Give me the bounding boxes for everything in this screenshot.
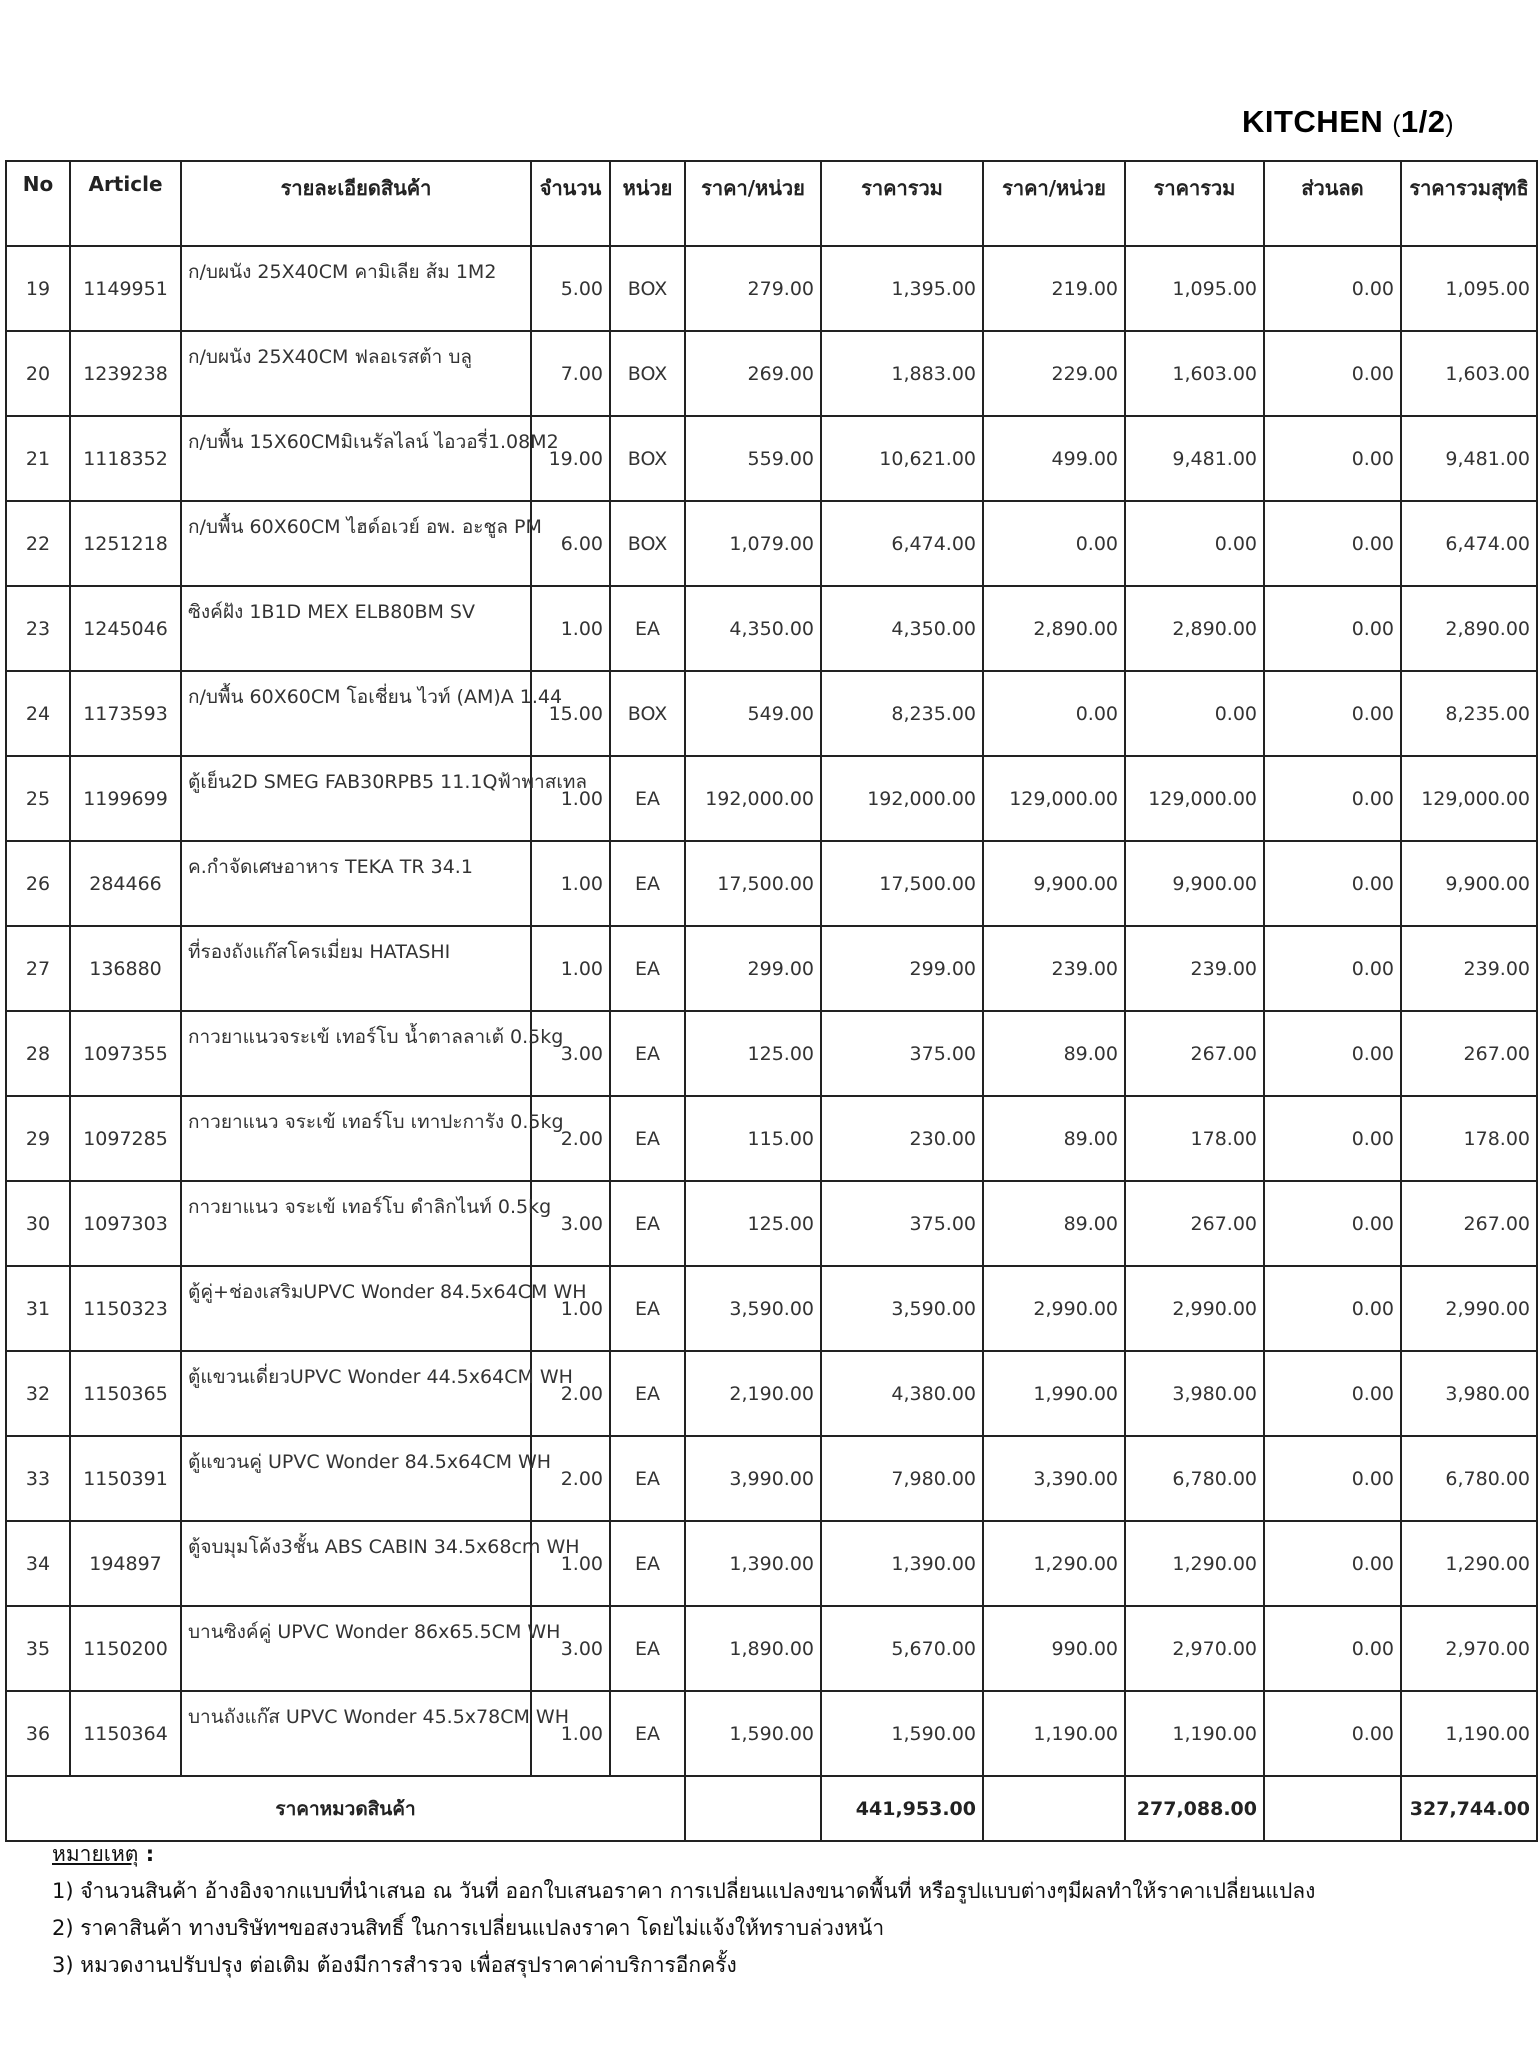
row-description: ตู้แขวนเดี่ยวUPVC Wonder 44.5x64CM WH	[181, 1351, 531, 1436]
row-discount: 0.00	[1264, 1436, 1401, 1521]
row-quantity: 7.00	[531, 331, 610, 416]
row-special-unit-price: 229.00	[983, 331, 1125, 416]
row-unit: EA	[610, 926, 685, 1011]
row-unit-price: 279.00	[685, 246, 821, 331]
row-special-total: 0.00	[1125, 671, 1264, 756]
table-row	[6, 246, 1537, 331]
row-special-total: 1,095.00	[1125, 246, 1264, 331]
row-no: 34	[6, 1521, 70, 1606]
row-net-total: 178.00	[1401, 1096, 1537, 1181]
table-row	[6, 1521, 1537, 1606]
notes-heading: หมายเหตุ	[52, 1842, 139, 1866]
table-row	[6, 416, 1537, 501]
row-total: 1,395.00	[821, 246, 983, 331]
row-discount: 0.00	[1264, 416, 1401, 501]
row-special-total: 267.00	[1125, 1181, 1264, 1266]
row-unit-price: 125.00	[685, 1181, 821, 1266]
row-quantity: 1.00	[531, 756, 610, 841]
row-description: ตู้แขวนคู่ UPVC Wonder 84.5x64CM WH	[181, 1436, 531, 1521]
row-special-total: 178.00	[1125, 1096, 1264, 1181]
row-net-total: 267.00	[1401, 1181, 1537, 1266]
row-net-total: 239.00	[1401, 926, 1537, 1011]
table-row	[6, 586, 1537, 671]
row-unit-price: 1,590.00	[685, 1691, 821, 1776]
row-net-total: 6,780.00	[1401, 1436, 1537, 1521]
header-discount: ส่วนลด	[1264, 161, 1401, 246]
row-unit-price: 3,590.00	[685, 1266, 821, 1351]
row-quantity: 2.00	[531, 1351, 610, 1436]
row-quantity: 3.00	[531, 1606, 610, 1691]
row-unit-price: 549.00	[685, 671, 821, 756]
row-discount: 0.00	[1264, 331, 1401, 416]
row-discount: 0.00	[1264, 1521, 1401, 1606]
page-title	[1242, 104, 1454, 140]
row-special-unit-price: 3,390.00	[983, 1436, 1125, 1521]
row-net-total: 9,481.00	[1401, 416, 1537, 501]
row-net-total: 3,980.00	[1401, 1351, 1537, 1436]
row-description: ก/บพื้น 60X60CM โอเชี่ยน ไวท์ (AM)A 1.44	[181, 671, 531, 756]
row-discount: 0.00	[1264, 1606, 1401, 1691]
row-total: 4,350.00	[821, 586, 983, 671]
row-special-total: 6,780.00	[1125, 1436, 1264, 1521]
table-row	[6, 1011, 1537, 1096]
row-description: ที่รองถังแก๊สโครเมี่ยม HATASHI	[181, 926, 531, 1011]
row-quantity: 2.00	[531, 1436, 610, 1521]
row-description: กาวยาแนวจระเข้ เทอร์โบ น้ำตาลลาเต้ 0.5kg	[181, 1011, 531, 1096]
row-unit-price: 125.00	[685, 1011, 821, 1096]
row-discount: 0.00	[1264, 586, 1401, 671]
row-unit-price: 115.00	[685, 1096, 821, 1181]
row-quantity: 2.00	[531, 1096, 610, 1181]
row-special-unit-price: 239.00	[983, 926, 1125, 1011]
total-empty-cell	[983, 1776, 1125, 1841]
row-net-total: 267.00	[1401, 1011, 1537, 1096]
category-total-row	[6, 1776, 1537, 1841]
table-row	[6, 1266, 1537, 1351]
row-total: 299.00	[821, 926, 983, 1011]
row-special-total: 1,603.00	[1125, 331, 1264, 416]
row-article: 194897	[70, 1521, 181, 1606]
row-no: 19	[6, 246, 70, 331]
table-row	[6, 1691, 1537, 1776]
row-quantity: 1.00	[531, 1266, 610, 1351]
row-net-total: 129,000.00	[1401, 756, 1537, 841]
row-unit-price: 4,350.00	[685, 586, 821, 671]
row-unit: EA	[610, 586, 685, 671]
row-unit: BOX	[610, 671, 685, 756]
row-no: 36	[6, 1691, 70, 1776]
row-special-unit-price: 9,900.00	[983, 841, 1125, 926]
row-total: 1,390.00	[821, 1521, 983, 1606]
row-special-total: 267.00	[1125, 1011, 1264, 1096]
row-net-total: 1,290.00	[1401, 1521, 1537, 1606]
row-total: 17,500.00	[821, 841, 983, 926]
row-special-total: 1,190.00	[1125, 1691, 1264, 1776]
row-unit: EA	[610, 1691, 685, 1776]
row-net-total: 1,095.00	[1401, 246, 1537, 331]
row-article: 1097303	[70, 1181, 181, 1266]
row-special-total: 3,980.00	[1125, 1351, 1264, 1436]
table-row	[6, 756, 1537, 841]
row-total: 230.00	[821, 1096, 983, 1181]
row-discount: 0.00	[1264, 1011, 1401, 1096]
row-special-unit-price: 219.00	[983, 246, 1125, 331]
row-total: 192,000.00	[821, 756, 983, 841]
row-special-total: 9,900.00	[1125, 841, 1264, 926]
row-article: 1097355	[70, 1011, 181, 1096]
row-unit-price: 192,000.00	[685, 756, 821, 841]
row-article: 1239238	[70, 331, 181, 416]
header-article: Article	[70, 161, 181, 246]
row-unit-price: 2,190.00	[685, 1351, 821, 1436]
row-description: ตู้จบมุมโค้ง3ชั้น ABS CABIN 34.5x68cm WH	[181, 1521, 531, 1606]
row-no: 24	[6, 671, 70, 756]
row-article: 1118352	[70, 416, 181, 501]
row-special-unit-price: 89.00	[983, 1181, 1125, 1266]
row-unit: EA	[610, 1521, 685, 1606]
row-total: 7,980.00	[821, 1436, 983, 1521]
row-special-unit-price: 129,000.00	[983, 756, 1125, 841]
row-article: 1251218	[70, 501, 181, 586]
row-article: 1149951	[70, 246, 181, 331]
row-no: 30	[6, 1181, 70, 1266]
row-unit: EA	[610, 1096, 685, 1181]
row-discount: 0.00	[1264, 1351, 1401, 1436]
row-discount: 0.00	[1264, 1181, 1401, 1266]
title-close-paren: )	[1445, 111, 1454, 138]
total-empty-cell	[1264, 1776, 1401, 1841]
table-row	[6, 1436, 1537, 1521]
row-discount: 0.00	[1264, 671, 1401, 756]
row-no: 33	[6, 1436, 70, 1521]
row-special-unit-price: 89.00	[983, 1096, 1125, 1181]
row-special-unit-price: 0.00	[983, 501, 1125, 586]
row-net-total: 2,890.00	[1401, 586, 1537, 671]
row-discount: 0.00	[1264, 501, 1401, 586]
header-unit-price: ราคา/หน่วย	[685, 161, 821, 246]
row-unit-price: 559.00	[685, 416, 821, 501]
row-quantity: 15.00	[531, 671, 610, 756]
row-net-total: 1,603.00	[1401, 331, 1537, 416]
table-row	[6, 331, 1537, 416]
row-description: ตู้เย็น2D SMEG FAB30RPB5 11.1Qฟ้าพาสเทล	[181, 756, 531, 841]
row-unit-price: 3,990.00	[685, 1436, 821, 1521]
row-quantity: 5.00	[531, 246, 610, 331]
row-unit-price: 1,079.00	[685, 501, 821, 586]
table-row	[6, 1606, 1537, 1691]
row-article: 1150391	[70, 1436, 181, 1521]
row-special-unit-price: 1,990.00	[983, 1351, 1125, 1436]
category-total-special: 277,088.00	[1125, 1776, 1264, 1841]
row-unit: EA	[610, 1011, 685, 1096]
row-special-unit-price: 2,890.00	[983, 586, 1125, 671]
row-special-total: 1,290.00	[1125, 1521, 1264, 1606]
row-special-unit-price: 499.00	[983, 416, 1125, 501]
table-row	[6, 926, 1537, 1011]
row-special-unit-price: 1,190.00	[983, 1691, 1125, 1776]
row-unit: BOX	[610, 416, 685, 501]
total-empty-cell	[685, 1776, 821, 1841]
table-row	[6, 1181, 1537, 1266]
row-special-total: 0.00	[1125, 501, 1264, 586]
row-discount: 0.00	[1264, 246, 1401, 331]
row-no: 31	[6, 1266, 70, 1351]
row-no: 28	[6, 1011, 70, 1096]
row-description: ซิงค์ฝัง 1B1D MEX ELB80BM SV	[181, 586, 531, 671]
row-description: บานถังแก๊ส UPVC Wonder 45.5x78CM WH	[181, 1691, 531, 1776]
header-total: ราคารวม	[821, 161, 983, 246]
row-article: 1150364	[70, 1691, 181, 1776]
row-special-total: 9,481.00	[1125, 416, 1264, 501]
row-unit: EA	[610, 1266, 685, 1351]
row-unit-price: 299.00	[685, 926, 821, 1011]
row-net-total: 6,474.00	[1401, 501, 1537, 586]
note-line-3: 3) หมวดงานปรับปรุง ต่อเติม ต้องมีการสำรวจ เพื่อสรุปราคาค่าบริการอีกครั้ง	[52, 1953, 737, 1977]
row-description: ก/บผนัง 25X40CM ฟลอเรสต้า บลู	[181, 331, 531, 416]
row-article: 1173593	[70, 671, 181, 756]
row-no: 22	[6, 501, 70, 586]
title-open-paren: (	[1392, 111, 1401, 138]
row-article: 284466	[70, 841, 181, 926]
table-row	[6, 501, 1537, 586]
row-description: ก/บผนัง 25X40CM คามิเลีย ส้ม 1M2	[181, 246, 531, 331]
row-unit-price: 269.00	[685, 331, 821, 416]
row-article: 1150365	[70, 1351, 181, 1436]
note-line-1: 1) จำนวนสินค้า อ้างอิงจากแบบที่นำเสนอ ณ วันที่ ออกใบเสนอราคา การเปลี่ยนแปลงขนาดพื้นที่ หรือรูปแบบต่างๆมีผลทำให้ราคาเปลี่ยนแปลง	[52, 1879, 1316, 1903]
row-quantity: 1.00	[531, 586, 610, 671]
row-no: 29	[6, 1096, 70, 1181]
row-description: กาวยาแนว จระเข้ เทอร์โบ เทาปะการัง 0.5kg	[181, 1096, 531, 1181]
row-no: 27	[6, 926, 70, 1011]
row-special-unit-price: 2,990.00	[983, 1266, 1125, 1351]
row-total: 1,883.00	[821, 331, 983, 416]
row-total: 1,590.00	[821, 1691, 983, 1776]
row-unit: EA	[610, 1181, 685, 1266]
row-net-total: 2,990.00	[1401, 1266, 1537, 1351]
notes-heading-line	[52, 1836, 1315, 1873]
row-no: 20	[6, 331, 70, 416]
row-description: ตู้คู่+ช่องเสริมUPVC Wonder 84.5x64CM WH	[181, 1266, 531, 1351]
row-no: 21	[6, 416, 70, 501]
category-total-net: 327,744.00	[1401, 1776, 1537, 1841]
row-unit: BOX	[610, 246, 685, 331]
row-description: ก/บพื้น 15X60CMมิเนรัลไลน์ ไอวอรี่1.08M2	[181, 416, 531, 501]
row-unit: EA	[610, 756, 685, 841]
row-quantity: 3.00	[531, 1011, 610, 1096]
row-quantity: 6.00	[531, 501, 610, 586]
row-unit: EA	[610, 1436, 685, 1521]
row-discount: 0.00	[1264, 841, 1401, 926]
row-description: ก/บพื้น 60X60CM ไฮด์อเวย์ อพ. อะชูล PM	[181, 501, 531, 586]
row-quantity: 1.00	[531, 1521, 610, 1606]
row-article: 1245046	[70, 586, 181, 671]
row-description: กาวยาแนว จระเข้ เทอร์โบ ดำลิกไนท์ 0.5kg	[181, 1181, 531, 1266]
row-special-total: 129,000.00	[1125, 756, 1264, 841]
header-description: รายละเอียดสินค้า	[181, 161, 531, 246]
row-total: 375.00	[821, 1181, 983, 1266]
row-article: 1199699	[70, 756, 181, 841]
row-quantity: 1.00	[531, 841, 610, 926]
row-special-total: 239.00	[1125, 926, 1264, 1011]
row-unit-price: 1,390.00	[685, 1521, 821, 1606]
table-row	[6, 671, 1537, 756]
header-unit: หน่วย	[610, 161, 685, 246]
row-special-total: 2,990.00	[1125, 1266, 1264, 1351]
row-net-total: 2,970.00	[1401, 1606, 1537, 1691]
row-article: 1150200	[70, 1606, 181, 1691]
row-net-total: 9,900.00	[1401, 841, 1537, 926]
row-net-total: 1,190.00	[1401, 1691, 1537, 1776]
header-special-unit-price: ราคา/หน่วย	[983, 161, 1125, 246]
header-quantity: จำนวน	[531, 161, 610, 246]
row-total: 6,474.00	[821, 501, 983, 586]
row-discount: 0.00	[1264, 756, 1401, 841]
row-discount: 0.00	[1264, 1096, 1401, 1181]
row-article: 1097285	[70, 1096, 181, 1181]
category-total-label: ราคาหมวดสินค้า	[6, 1776, 685, 1841]
table-row	[6, 1096, 1537, 1181]
row-special-unit-price: 0.00	[983, 671, 1125, 756]
row-unit: EA	[610, 1351, 685, 1436]
row-no: 35	[6, 1606, 70, 1691]
row-no: 26	[6, 841, 70, 926]
notes-colon: :	[138, 1842, 155, 1866]
row-description: ค.กำจัดเศษอาหาร TEKA TR 34.1	[181, 841, 531, 926]
table-header-row	[6, 161, 1537, 246]
row-net-total: 8,235.00	[1401, 671, 1537, 756]
row-quantity: 19.00	[531, 416, 610, 501]
note-line-2: 2) ราคาสินค้า ทางบริษัทฯขอสงวนสิทธิ์ ในการเปลี่ยนแปลงราคา โดยไม่แจ้งให้ทราบล่วงหน้า	[52, 1916, 885, 1940]
header-no: No	[6, 161, 70, 246]
row-unit: EA	[610, 1606, 685, 1691]
row-quantity: 3.00	[531, 1181, 610, 1266]
row-unit-price: 1,890.00	[685, 1606, 821, 1691]
header-special-total: ราคารวม	[1125, 161, 1264, 246]
row-article: 1150323	[70, 1266, 181, 1351]
row-total: 4,380.00	[821, 1351, 983, 1436]
header-net-total: ราคารวมสุทธิ	[1401, 161, 1537, 246]
row-special-total: 2,970.00	[1125, 1606, 1264, 1691]
row-total: 3,590.00	[821, 1266, 983, 1351]
row-special-unit-price: 1,290.00	[983, 1521, 1125, 1606]
row-no: 23	[6, 586, 70, 671]
table-row	[6, 841, 1537, 926]
row-discount: 0.00	[1264, 1266, 1401, 1351]
row-special-unit-price: 89.00	[983, 1011, 1125, 1096]
title-page: 1/2	[1400, 104, 1446, 139]
row-quantity: 1.00	[531, 1691, 610, 1776]
table-row	[6, 1351, 1537, 1436]
row-discount: 0.00	[1264, 926, 1401, 1011]
row-total: 10,621.00	[821, 416, 983, 501]
title-main: KITCHEN	[1241, 104, 1384, 139]
row-quantity: 1.00	[531, 926, 610, 1011]
row-special-unit-price: 990.00	[983, 1606, 1125, 1691]
row-unit: EA	[610, 841, 685, 926]
row-unit: BOX	[610, 331, 685, 416]
row-special-total: 2,890.00	[1125, 586, 1264, 671]
row-total: 375.00	[821, 1011, 983, 1096]
quotation-table	[5, 160, 1538, 1842]
row-unit-price: 17,500.00	[685, 841, 821, 926]
row-no: 32	[6, 1351, 70, 1436]
row-no: 25	[6, 756, 70, 841]
row-discount: 0.00	[1264, 1691, 1401, 1776]
notes-section	[52, 1836, 1315, 1984]
category-total-list: 441,953.00	[821, 1776, 983, 1841]
row-unit: BOX	[610, 501, 685, 586]
row-article: 136880	[70, 926, 181, 1011]
row-description: บานซิงค์คู่ UPVC Wonder 86x65.5CM WH	[181, 1606, 531, 1691]
row-total: 8,235.00	[821, 671, 983, 756]
row-total: 5,670.00	[821, 1606, 983, 1691]
